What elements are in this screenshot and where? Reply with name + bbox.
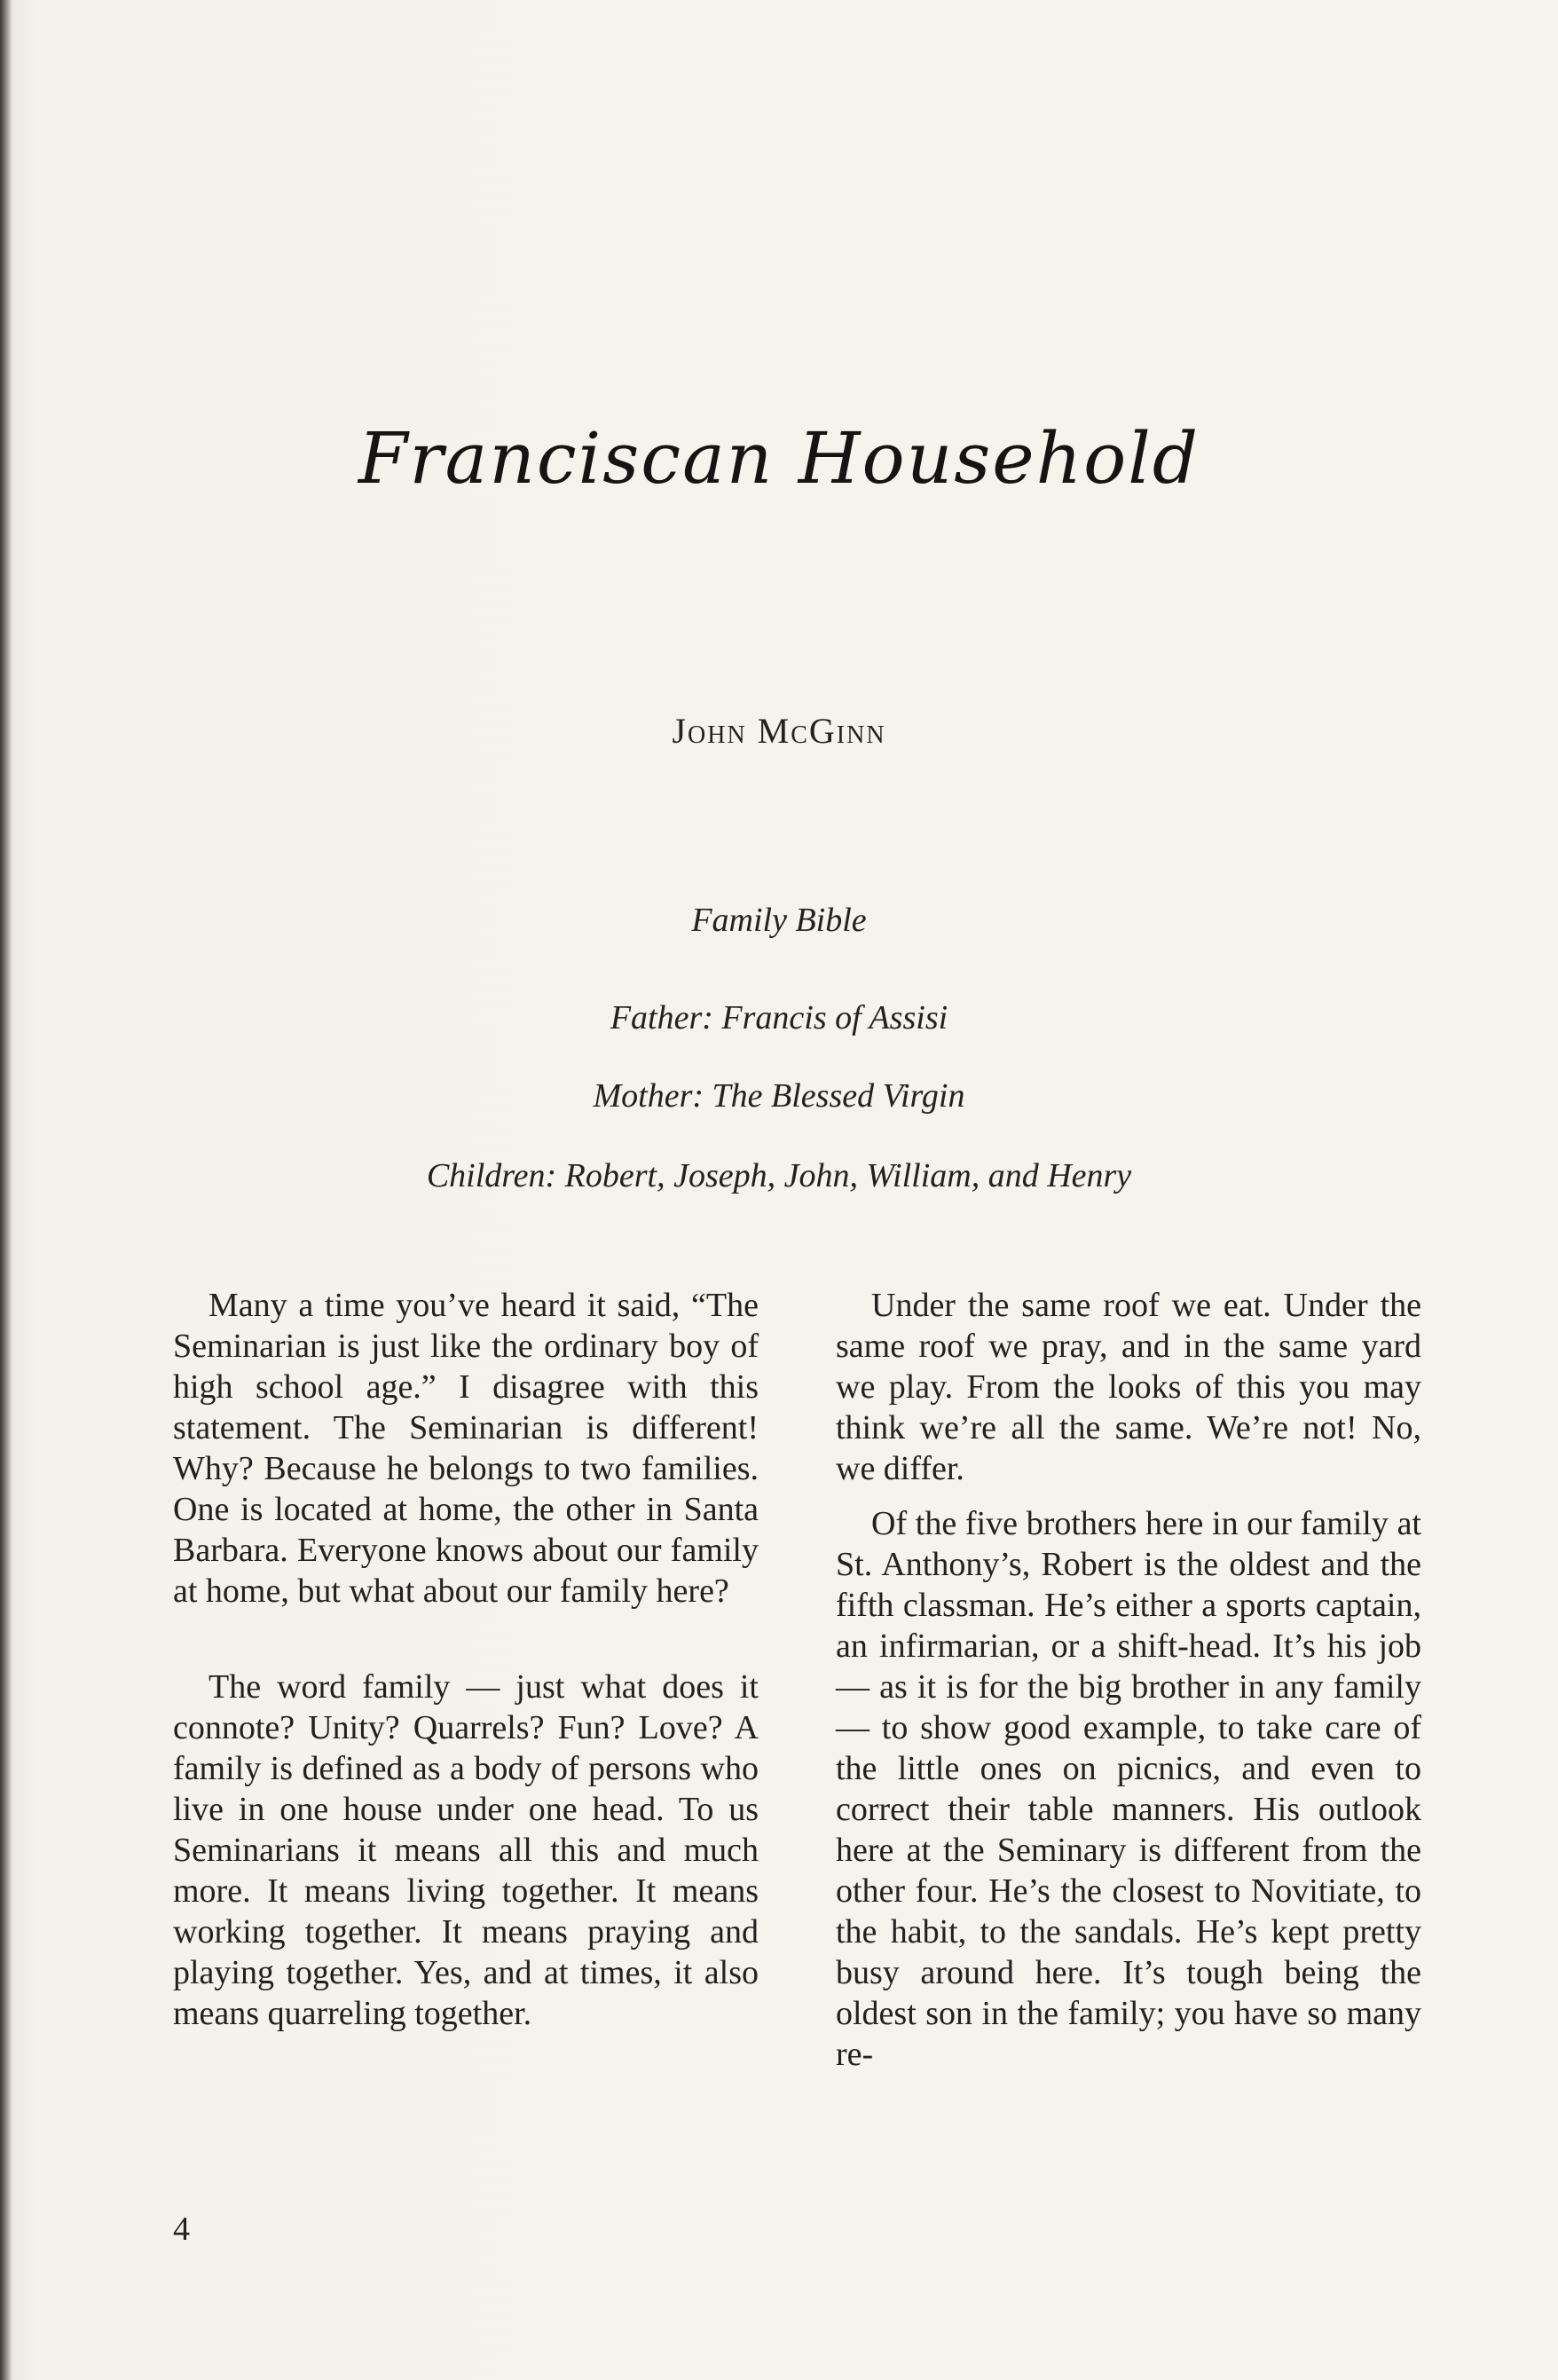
article-title: Franciscan Household	[358, 417, 1200, 500]
paragraph: Under the same roof we eat. Under the same roof we pray, and in the same yard we play. From the looks of this you may think we’re all the same. We’re not! No, we differ.	[836, 1287, 1421, 1487]
epigraph-children: Children: Robert, Joseph, John, William, and Henry	[426, 1157, 1132, 1194]
page-number: 4	[173, 2211, 190, 2248]
right-column	[836, 1285, 1421, 2075]
epigraph-heading: Family Bible	[691, 902, 867, 939]
paragraph: Of the five brothers here in our family at St. Anthony’s, Robert is the oldest and the fifth classman. He’s either a sports captain, an infirmarian, or a shift-head. It’s his job — as it is for the big brother in any family — to show good example, to take care of the little ones on picnics, and even to correct their table manners. His outlook here at the Seminary is different from the other four. He’s the closest to Novitiate, to the habit, to the sandals. He’s kept pretty busy around here. It’s tough being the oldest son in the family; you have so many re-	[836, 1505, 1421, 2073]
epigraph-father: Father: Francis of Assisi	[610, 999, 948, 1036]
paragraph: Many a time you’ve heard it said, “The Seminarian is just like the ordinary boy of high school age.” I disagree with this statement. The Seminarian is different! Why? Because he belongs to two families. One is located at home, the other in Santa Barbara. Everyone knows about our family at home, but what about our family here?	[173, 1287, 759, 1610]
left-column	[173, 1285, 759, 2034]
author-name: John McGinn	[672, 711, 886, 751]
epigraph-mother: Mother: The Blessed Virgin	[593, 1077, 965, 1115]
paragraph: The word family — just what does it connote? Unity? Quarrels? Fun? Love? A family is defined as a body of persons who live in one house under one head. To us Seminarians it means all this and much more. It means living together. It means working together. It means praying and playing together. Yes, and at times, it also means quarreling together.	[173, 1668, 759, 2032]
